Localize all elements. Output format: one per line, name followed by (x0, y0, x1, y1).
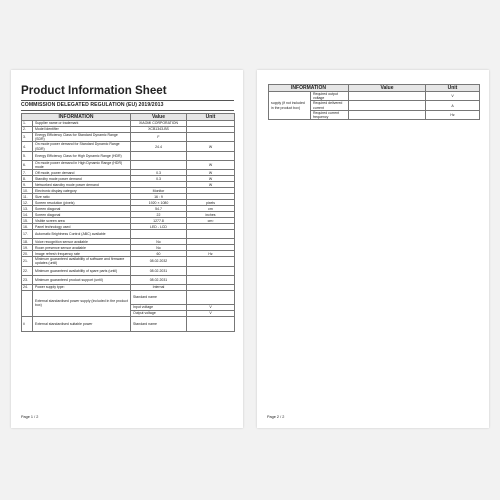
row-value: 60 (131, 251, 187, 257)
subtitle-rule (21, 110, 234, 111)
row-value: 08.02.2032 (131, 257, 187, 266)
row-unit: W (187, 160, 235, 169)
external-suitable-power-label: External standardised suitable power (33, 316, 131, 331)
row-information: Screen diagonal (33, 212, 131, 218)
table-row (22, 160, 235, 169)
row-unit (187, 290, 235, 304)
row-number: 6. (22, 160, 33, 169)
row-unit: Hz (426, 110, 480, 119)
row-number: 15. (22, 218, 33, 224)
row-number: 20. (22, 251, 33, 257)
row-information: Automatic Brightness Control (ABC) available (33, 230, 131, 239)
table-row (22, 230, 235, 239)
row-unit: pixels (187, 200, 235, 206)
table-row (22, 257, 235, 266)
table-row (22, 266, 235, 275)
row-value (349, 92, 426, 101)
row-information: Required current frequency (311, 110, 349, 119)
row-unit (187, 230, 235, 239)
row-unit (187, 151, 235, 160)
table-row (22, 133, 235, 142)
row-number: 14. (22, 212, 33, 218)
input-voltage-label: Input voltage (131, 304, 187, 310)
row-value (131, 160, 187, 169)
row-information: Networked standby mode power demand (33, 182, 131, 188)
row-value: 22 (131, 212, 187, 218)
row-information: Minimum guaranteed product support (until) (33, 275, 131, 284)
row-number: 24. (22, 284, 33, 290)
row-value: F (131, 133, 187, 142)
table-row (22, 275, 235, 284)
row-unit (187, 316, 235, 331)
row-information: Voice recognition sensor available (33, 239, 131, 245)
row-value: 08.02.2031 (131, 275, 187, 284)
row-value: Internal (131, 284, 187, 290)
row-information: Panel technology used (33, 224, 131, 230)
row-information: Screen resolution (pixels) (33, 200, 131, 206)
table-row (22, 142, 235, 151)
row-number (22, 290, 33, 316)
output-voltage-label: Output voltage (131, 310, 187, 316)
row-value (349, 110, 426, 119)
row-unit: V (426, 92, 480, 101)
row-unit: cm² (187, 218, 235, 224)
product-information-table (21, 113, 235, 332)
header-information: INFORMATION (22, 114, 131, 121)
row-value: XIAOMI CORPORATION (131, 121, 187, 127)
page-2 (257, 70, 489, 428)
row-information: Off mode, power demand (33, 170, 131, 176)
row-information: Image refresh frequency rate (33, 251, 131, 257)
row-information: Screen diagonal (33, 206, 131, 212)
row-number: 9. (22, 182, 33, 188)
page-1 (11, 70, 243, 428)
row-unit: inches (187, 212, 235, 218)
table-row (269, 92, 480, 101)
row-number: 23. (22, 275, 33, 284)
row-information: On mode power demand for Standard Dynamic Range (SDR) (33, 142, 131, 151)
row-information: Required delivered current (311, 101, 349, 110)
header-unit: Unit (426, 85, 480, 92)
row-value (131, 230, 187, 239)
row-value: 54.7 (131, 206, 187, 212)
regulation-subtitle: COMMISSION DELEGATED REGULATION (EU) 2019/2013 (21, 102, 164, 108)
header-unit: Unit (187, 114, 235, 121)
row-information: Size ratio (33, 194, 131, 200)
row-number: 1. (22, 121, 33, 127)
row-value (349, 101, 426, 110)
row-number: 7. (22, 170, 33, 176)
row-unit: W (187, 176, 235, 182)
row-unit: W (187, 182, 235, 188)
page-footer: Page 1 / 2 (21, 415, 39, 419)
standard-name-label: Standard name (131, 290, 187, 304)
power-supply-continued-label: supply (if not included in the product box) (269, 92, 311, 120)
row-unit (187, 275, 235, 284)
row-number: 3. (22, 133, 33, 142)
row-number: 11. (22, 194, 33, 200)
row-information: On mode power demand in High Dynamic Range (HDR) mode (33, 160, 131, 169)
row-information: Required output voltage (311, 92, 349, 101)
row-information: Power supply type: (33, 284, 131, 290)
row-unit (187, 133, 235, 142)
row-value: 1277.8 (131, 218, 187, 224)
row-information: Standby mode power demand (33, 176, 131, 182)
row-unit: V (187, 310, 235, 316)
row-unit: A (426, 101, 480, 110)
row-value: 08.02.2031 (131, 266, 187, 275)
row-value: 24.4 (131, 142, 187, 151)
row-value: 0.3 (131, 170, 187, 176)
row-number: 21. (22, 257, 33, 266)
row-number: 8. (22, 176, 33, 182)
row-number: 13. (22, 206, 33, 212)
row-number: 16. (22, 224, 33, 230)
header-value: Value (349, 85, 426, 92)
row-value: No (131, 245, 187, 251)
page-title: Product Information Sheet (21, 84, 167, 97)
row-number: 2. (22, 127, 33, 133)
row-unit: cm (187, 206, 235, 212)
row-information: Visible screen area (33, 218, 131, 224)
row-information: Electronic display category (33, 188, 131, 194)
row-unit (187, 266, 235, 275)
row-value: 0.3 (131, 176, 187, 182)
row-number: 19. (22, 245, 33, 251)
row-number: 18. (22, 239, 33, 245)
row-information: Model identifier (33, 127, 131, 133)
row-information: Minimum guaranteed availability of software and firmware updates (until) (33, 257, 131, 266)
row-unit (187, 257, 235, 266)
table-row (22, 151, 235, 160)
table-row (22, 290, 235, 304)
row-value (131, 151, 187, 160)
header-value: Value (131, 114, 187, 121)
table-row (22, 316, 235, 331)
row-value: 1920 × 1080 (131, 200, 187, 206)
row-information: Minimum guaranteed availability of spare parts (until) (33, 266, 131, 275)
row-unit: W (187, 142, 235, 151)
row-number: 22. (22, 266, 33, 275)
row-information: Room presence sensor available (33, 245, 131, 251)
row-number: 17. (22, 230, 33, 239)
standard-name-label: Standard name (131, 316, 187, 331)
product-information-table-continued (268, 84, 480, 120)
title-rule (21, 100, 234, 101)
row-value: XCB1343-BS (131, 127, 187, 133)
row-unit: W (187, 170, 235, 176)
header-information: INFORMATION (269, 85, 349, 92)
row-unit: Hz (187, 251, 235, 257)
row-information: Energy Efficiency Class for Standard Dynamic Range (SDR) (33, 133, 131, 142)
row-value: LED - LCD (131, 224, 187, 230)
page-footer: Page 2 / 2 (267, 415, 285, 419)
row-number: 4. (22, 142, 33, 151)
row-value: Monitor (131, 188, 187, 194)
row-number: 10. (22, 188, 33, 194)
row-unit: V (187, 304, 235, 310)
row-number: ii (22, 316, 33, 331)
row-number: 5. (22, 151, 33, 160)
row-information: Energy Efficiency Class for High Dynamic Range (HDR) (33, 151, 131, 160)
row-information: Supplier name or trademark (33, 121, 131, 127)
row-value: 16 : 9 (131, 194, 187, 200)
row-value: No (131, 239, 187, 245)
row-number: 12. (22, 200, 33, 206)
external-power-supply-label: External standardised power supply (included in the product box) (33, 290, 131, 316)
